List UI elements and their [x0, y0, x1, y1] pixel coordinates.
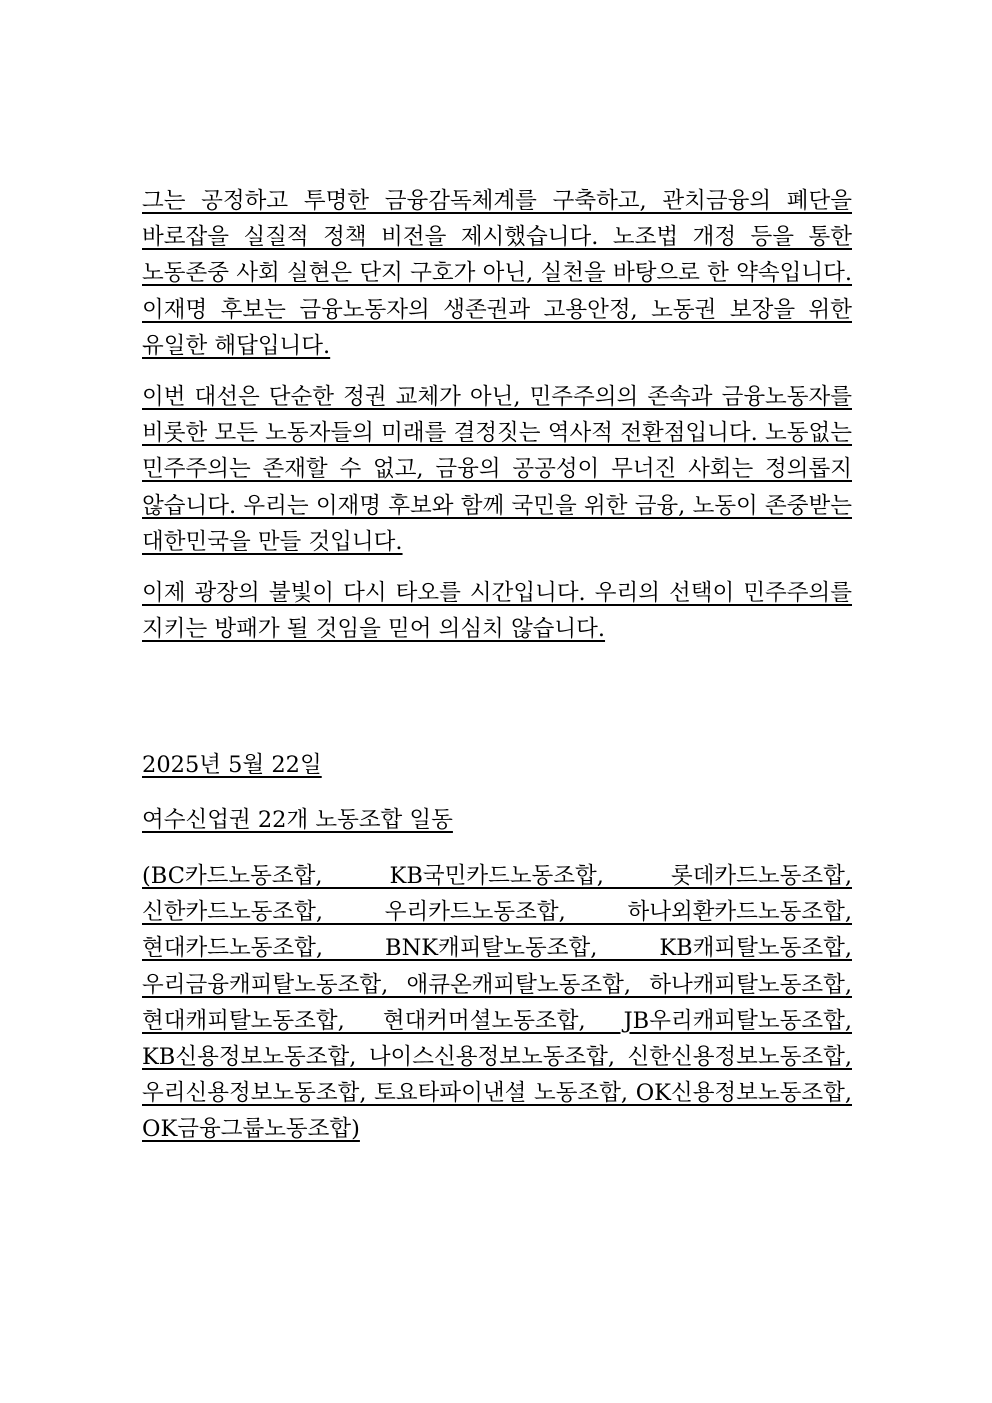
- member-unions-list: (BC카드노동조합, KB국민카드노동조합, 롯데카드노동조합, 신한카드노동조합, 우리카드노동조합, 하나외환카드노동조합, 현대카드노동조합, BNK캐피탈노동조합, KB캐피탈노동조합, 우리금융캐피탈노동조합, 애큐온캐피탈노동조합, 하나캐피탈노동조합, 현대캐피탈노동조합, 현대커머셜노동조합, JB우리캐피탈노동조합, KB신용정보노동조합, 나이스신용정보노동조합, 신한신용정보노동조합, 우리신용정보노동조합, 토요타파이낸셜 노동조합, OK신용정보노동조합, OK금융그룹노동조합): [142, 863, 852, 1143]
- paragraph-election-significance: 이번 대선은 단순한 정권 교체가 아닌, 민주주의의 존속과 금융노동자를 비롯한 모든 노동자들의 미래를 결정짓는 역사적 전환점입니다. 노동없는 민주주의는 존재할 수 없고, 금융의 공공성이 무너진 사회는 정의롭지 않습니다. 우리는 이재명 후보와 함께 국민을 위한 금융, 노동이 존중받는 대한민국을 만들 것입니다.: [142, 384, 852, 555]
- paragraph-closing-statement: 이제 광장의 불빛이 다시 타오를 시간입니다. 우리의 선택이 민주주의를 지키는 방패가 될 것임을 믿어 의심치 않습니다.: [142, 580, 852, 643]
- statement-date: 2025년 5월 22일: [142, 752, 322, 778]
- document-page: [142, 183, 852, 1143]
- paragraph-candidate-policy: 그는 공정하고 투명한 금융감독체계를 구축하고, 관치금융의 폐단을 바로잡을 실질적 정책 비전을 제시했습니다. 노조법 개정 등을 통한 노동존중 사회 실현은 단지 구호가 아닌, 실천을 바탕으로 한 약속입니다. 이재명 후보는 금융노동자의 생존권과 고용안정, 노동권 보장을 위한 유일한 해답입니다.: [142, 188, 852, 359]
- signing-organization: 여수신업권 22개 노동조합 일동: [142, 807, 453, 833]
